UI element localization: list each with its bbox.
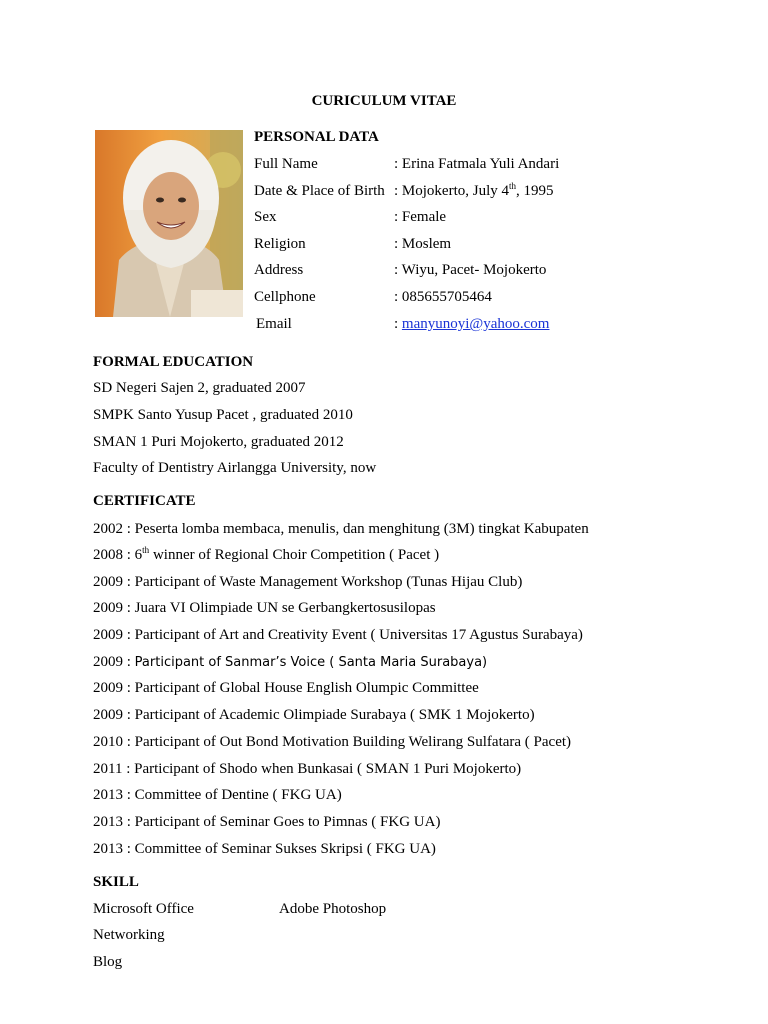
education-heading: FORMAL EDUCATION xyxy=(93,354,254,370)
skill-item: Blog xyxy=(93,954,123,970)
certificate-item-prefix: 2008 : 6 xyxy=(93,547,143,563)
education-item: SMPK Santo Yusup Pacet , graduated 2010 xyxy=(93,407,353,423)
religion-value: : Moslem xyxy=(394,236,452,252)
certificate-item: 2010 : Participant of Out Bond Motivation Building Welirang Sulfatara ( Pacet) xyxy=(93,734,572,750)
sex-value: : Female xyxy=(394,209,447,225)
address-label: Address xyxy=(254,262,304,278)
email-colon: : xyxy=(394,316,402,332)
certificate-item: 2009 : Participant of Academic Olimpiade Surabaya ( SMK 1 Mojokerto) xyxy=(93,707,535,723)
certificate-item-suffix: ( Santa Maria Surabaya) xyxy=(325,655,488,670)
certificate-item: 2009 : Participant of Waste Management Workshop (Tunas Hijau Club) xyxy=(93,574,523,590)
skill-heading: SKILL xyxy=(93,874,139,890)
education-item: Faculty of Dentistry Airlangga University, now xyxy=(93,460,377,476)
certificate-item: 2009 : Juara VI Olimpiade UN se Gerbangkertosusilopas xyxy=(93,600,436,616)
birth-value-year: , 1995 xyxy=(516,183,554,199)
certificate-heading: CERTIFICATE xyxy=(93,493,196,509)
certificate-item: 2013 : Committee of Dentine ( FKG UA) xyxy=(93,787,342,803)
certificate-item xyxy=(93,547,439,564)
certificate-item-suffix: winner of Regional Choir Competition ( Pacet ) xyxy=(149,547,440,563)
cellphone-value: : 085655705464 xyxy=(394,289,492,305)
skill-item: Microsoft Office xyxy=(93,901,194,917)
religion-label: Religion xyxy=(254,236,306,252)
document-title: CURICULUM VITAE xyxy=(311,93,457,109)
personal-data-heading: PERSONAL DATA xyxy=(254,129,379,145)
education-item: SMAN 1 Puri Mojokerto, graduated 2012 xyxy=(93,434,344,450)
skill-item: Adobe Photoshop xyxy=(279,901,387,917)
cellphone-label: Cellphone xyxy=(254,289,316,305)
email-value xyxy=(394,316,549,333)
certificate-item: 2002 : Peserta lomba membaca, menulis, dan menghitung (3M) tingkat Kabupaten xyxy=(93,521,589,537)
certificate-item: 2011 : Participant of Shodo when Bunkasai ( SMAN 1 Puri Mojokerto) xyxy=(93,761,522,777)
full-name-label: Full Name xyxy=(254,156,318,172)
profile-photo xyxy=(95,130,243,317)
certificate-item-alt-font: Participant of Sanmar’s Voice xyxy=(134,655,326,670)
email-label: Email xyxy=(256,316,292,332)
certificate-item: 2009 : Participant of Global House English Olumpic Committee xyxy=(93,680,479,696)
birth-value-date: : Mojokerto, July 4 xyxy=(394,183,509,199)
certificate-item xyxy=(93,654,487,671)
birth-label: Date & Place of Birth xyxy=(254,183,385,199)
education-item: SD Negeri Sajen 2, graduated 2007 xyxy=(93,380,306,396)
birth-value xyxy=(394,183,554,200)
certificate-item-prefix: 2009 : xyxy=(93,654,135,670)
certificate-item-sup: th xyxy=(142,545,150,555)
certificate-item: 2013 : Committee of Seminar Sukses Skripsi ( FKG UA) xyxy=(93,841,436,857)
address-value: : Wiyu, Pacet- Mojokerto xyxy=(394,262,547,278)
email-link[interactable]: manyunoyi@yahoo.com xyxy=(401,316,550,332)
certificate-item: 2009 : Participant of Art and Creativity Event ( Universitas 17 Agustus Surabaya) xyxy=(93,627,583,643)
full-name-value: : Erina Fatmala Yuli Andari xyxy=(394,156,560,172)
sex-label: Sex xyxy=(254,209,277,225)
certificate-item: 2013 : Participant of Seminar Goes to Pimnas ( FKG UA) xyxy=(93,814,441,830)
birth-value-sup: th xyxy=(509,181,517,191)
skill-item: Networking xyxy=(93,927,165,943)
